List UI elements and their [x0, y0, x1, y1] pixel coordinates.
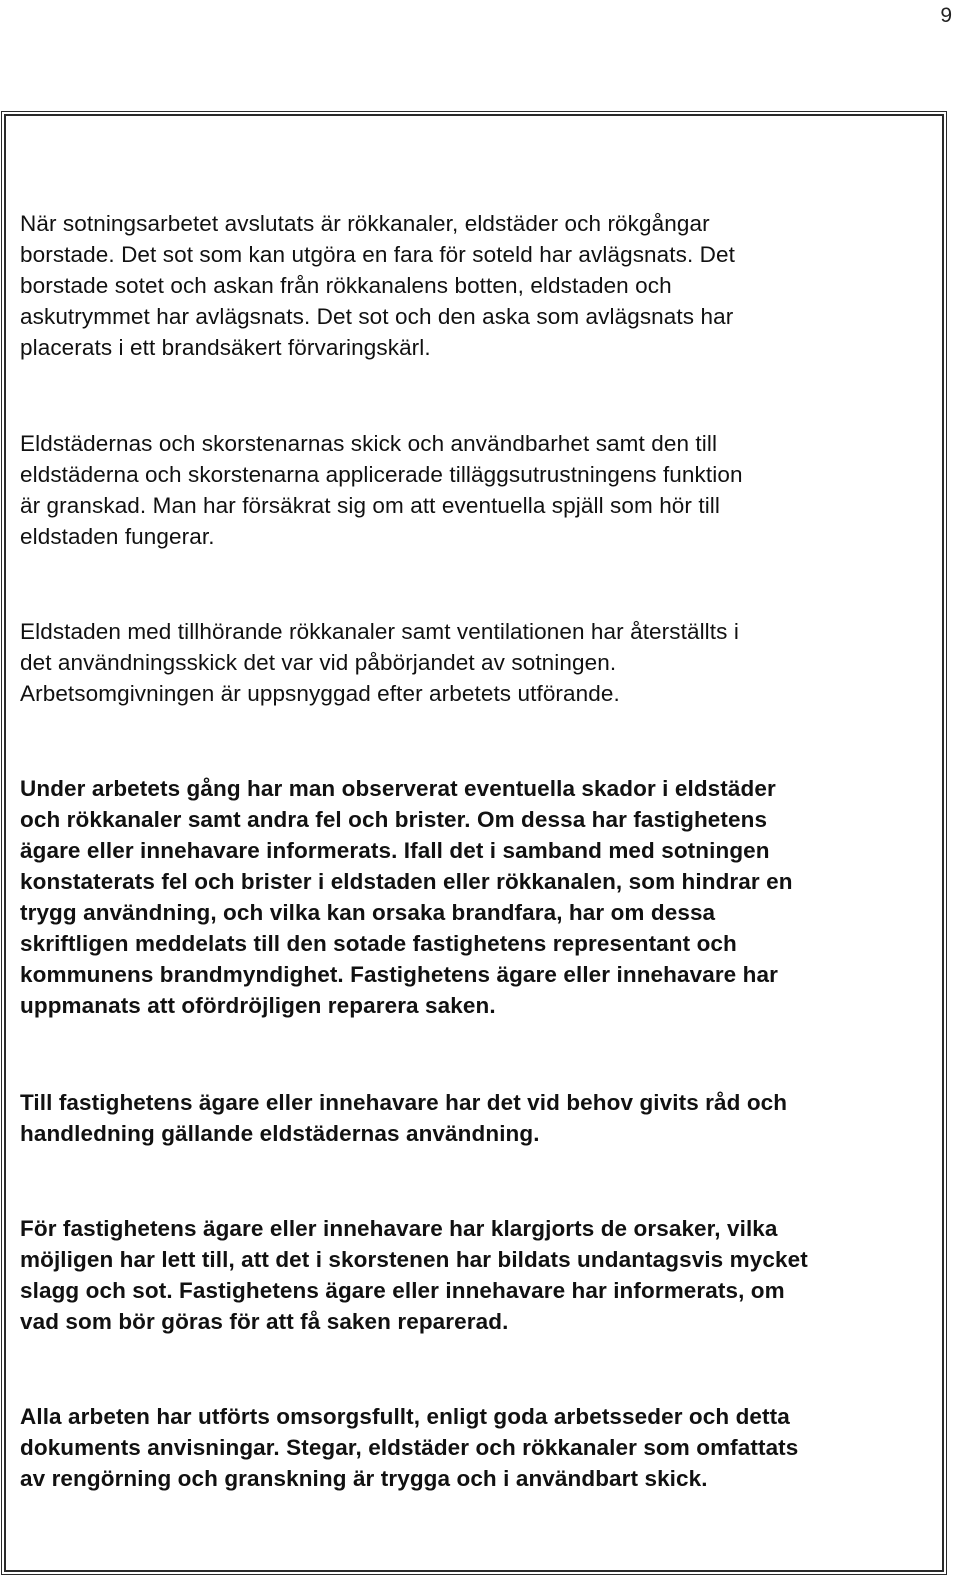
paragraph-work-quality: Alla arbeten har utförts omsorgsfullt, enligt goda arbetsseder och detta dokuments anvisningar. Stegar, eldstäder och rökkanaler som omfattats av rengörning och granskning är trygga och i användbart skick. — [20, 1404, 799, 1491]
paragraph-restored: Eldstaden med tillhörande rökkanaler samt ventilationen har återställts i det användningsskick det var vid påbörjandet av sotningen. Arbetsomgivningen är uppsnyggad efter arbetets utförande. — [20, 619, 739, 706]
document-body — [20, 208, 938, 1494]
paragraph-defects-reported: Under arbetets gång har man observerat eventuella skador i eldstäder och rökkanaler samt andra fel och brister. Om dessa har fastighetens ägare eller innehavare informerats. Ifall det i samband med sotningen konstaterats fel och brister i eldstaden eller rökkanalen, som hindrar en trygg användning, och vilka kan orsaka brandfara, har om dessa skriftligen meddelats till den sotade fastighetens representant och kommunens brandmyndighet. Fastighetens ägare eller innehavare har uppmanats att ofördröjligen reparera saken. — [20, 776, 793, 1018]
paragraph-condition-inspected: Eldstädernas och skorstenarnas skick och användbarhet samt den till eldstäderna och skorstenarna applicerade tilläggsutrustningens funktion är granskad. Man har försäkrat sig om att eventuella spjäll som hör till eldstaden fungerar. — [20, 431, 743, 549]
page-number: 9 — [940, 4, 952, 27]
paragraph-cleaning-completed: När sotningsarbetet avslutats är rökkanaler, eldstäder och rökgångar borstade. Det sot som kan utgöra en fara för soteld har avlägsnats. Det borstade sotet och askan från rökkanalens botten, eldstaden och askutrymmet har avlägsnats. Det sot och den aska som avlägsnats har placerats i ett brandsäkert förvaringskärl. — [20, 211, 735, 360]
paragraph-causes-explained: För fastighetens ägare eller innehavare har klargjorts de orsaker, vilka möjligen har lett till, att det i skorstenen har bildats undantagsvis mycket slagg och sot. Fastighetens ägare eller innehavare har informerats, om vad som bör göras för att få saken reparerad. — [20, 1216, 808, 1334]
paragraph-advice-given: Till fastighetens ägare eller innehavare har det vid behov givits råd och handledning gällande eldstädernas användning. — [20, 1090, 788, 1146]
